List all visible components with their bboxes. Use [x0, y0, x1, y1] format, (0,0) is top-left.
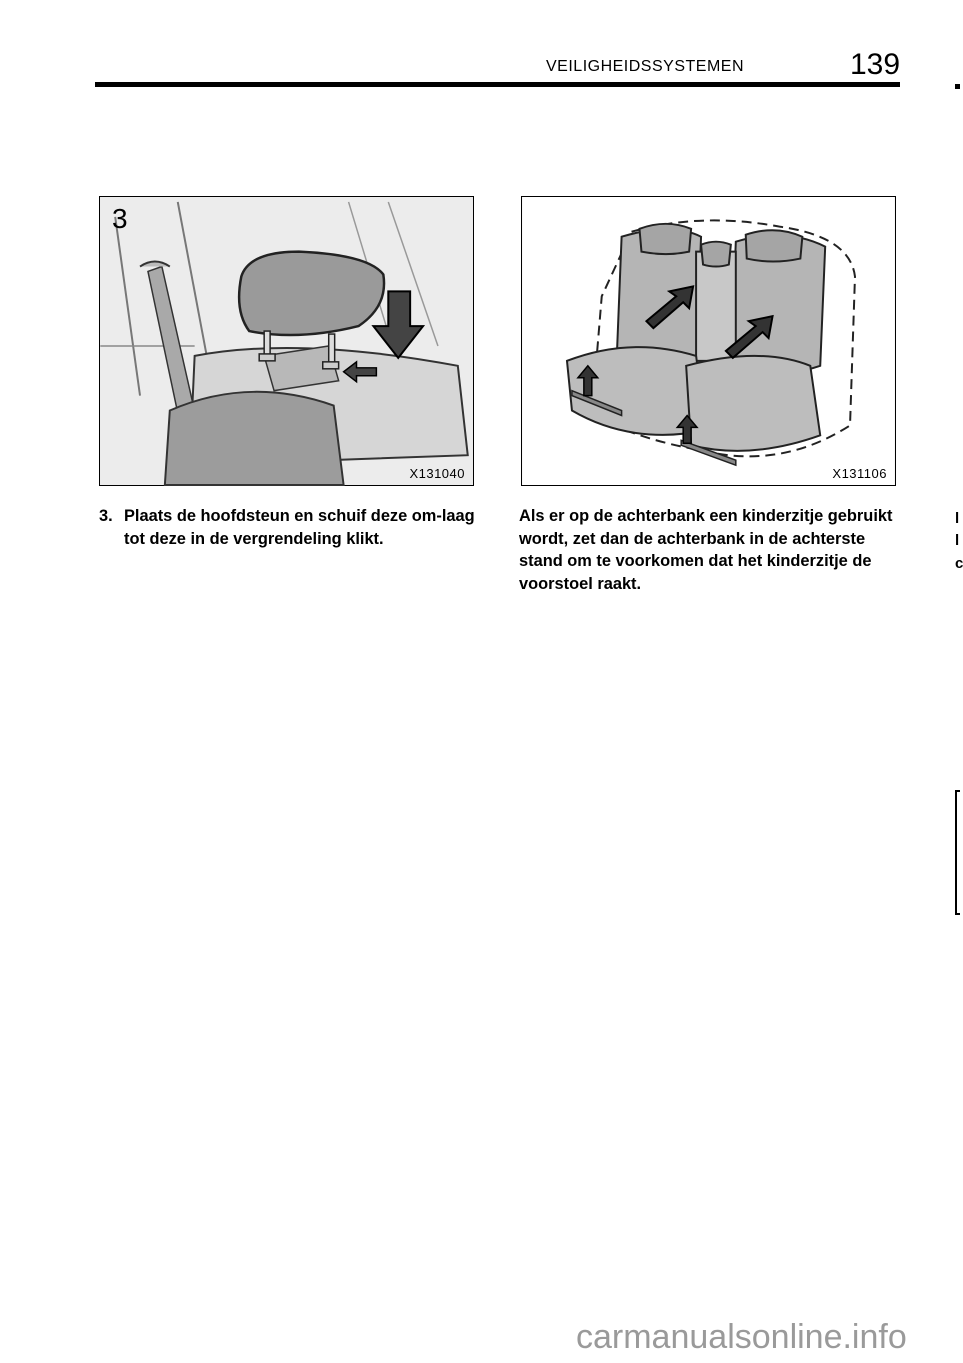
edge-fragment: c — [955, 555, 963, 572]
figure-rear-bench — [521, 196, 896, 486]
page-number: 139 — [850, 48, 901, 81]
rear-bench-illustration — [522, 197, 895, 485]
step-number-label: 3. — [99, 507, 113, 525]
caption-text: Plaats de hoofdsteun en schuif deze om-laag tot deze in de vergrendeling klikt. — [124, 507, 475, 548]
edge-fragment: l — [955, 532, 960, 549]
figure-headrest — [99, 196, 474, 486]
header-rule — [95, 82, 900, 87]
section-title: VEILIGHEIDSSYSTEMEN — [546, 58, 744, 75]
edge-bracket — [955, 790, 960, 915]
headrest-illustration — [100, 197, 473, 485]
watermark: carmanualsonline.info — [576, 1318, 907, 1356]
edge-fragment: l — [955, 510, 960, 527]
edge-tick — [955, 84, 960, 89]
figure-code: X131106 — [832, 466, 887, 481]
figure-code: X131040 — [409, 466, 465, 481]
step-number: 3 — [112, 203, 128, 234]
caption-step-3 — [99, 505, 479, 550]
caption-rear-bench: Als er op de achterbank een kinderzitje gebruikt wordt, zet dan de achterbank in de achterste stand om te voorkomen dat het kinderzitje de voorstoel raakt. — [519, 507, 893, 593]
